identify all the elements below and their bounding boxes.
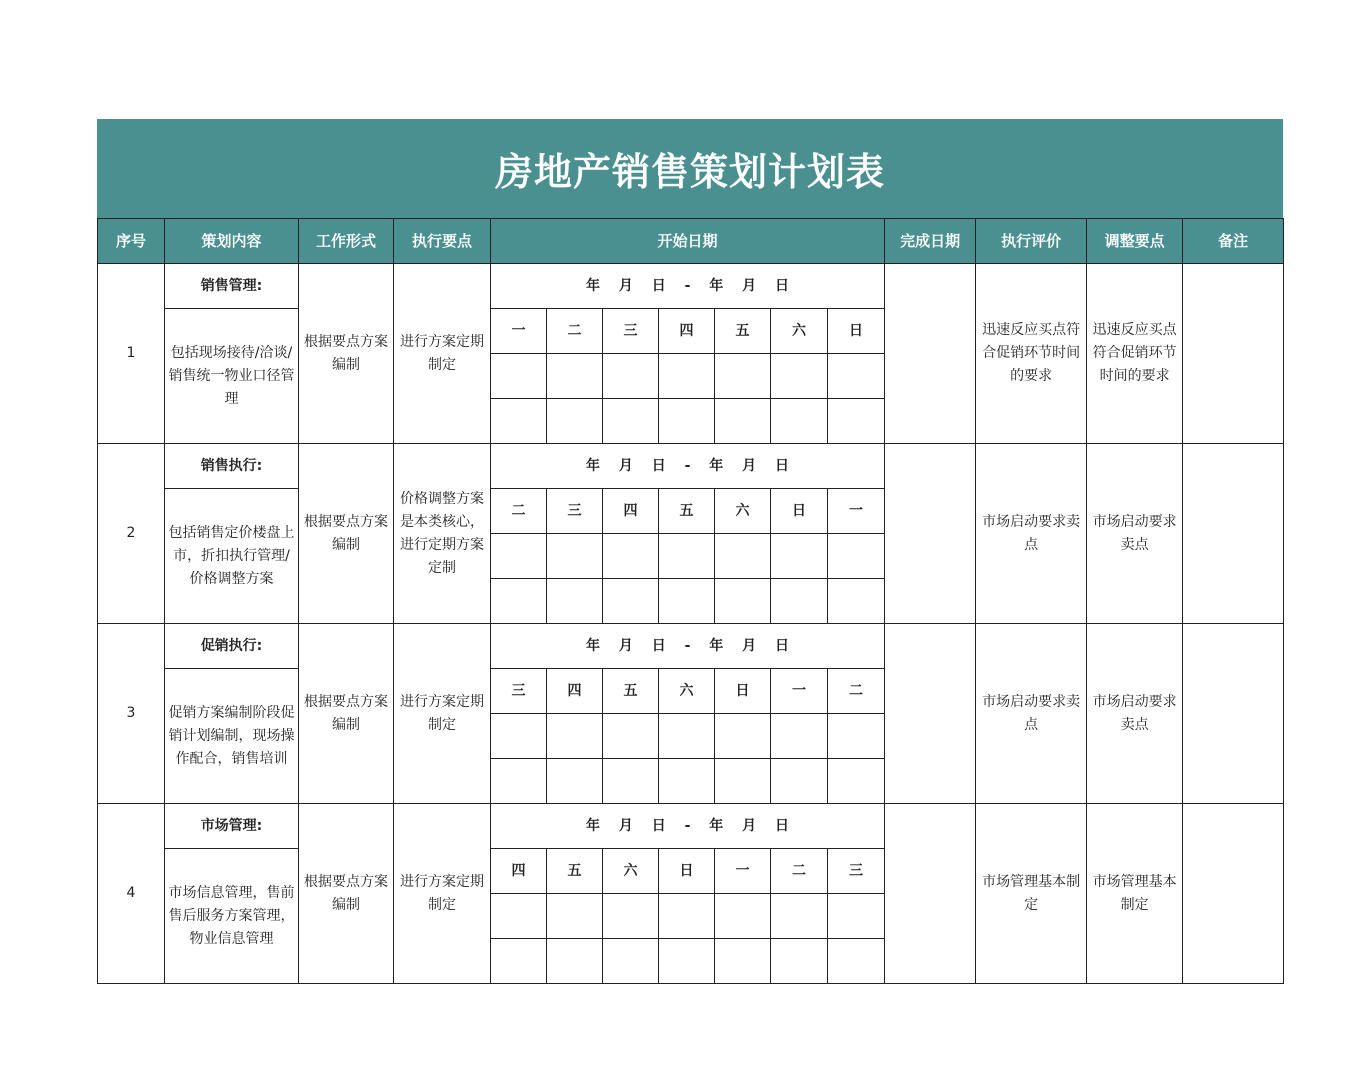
table-row bbox=[98, 804, 1284, 849]
schedule-cell[interactable] bbox=[771, 534, 828, 579]
note[interactable] bbox=[1183, 804, 1284, 984]
schedule-cell[interactable] bbox=[715, 534, 771, 579]
key-points[interactable]: 进行方案定期制定 bbox=[394, 264, 491, 444]
weekday-cell[interactable]: 四 bbox=[603, 489, 659, 534]
header-eval: 执行评价 bbox=[976, 219, 1087, 264]
weekday-cell[interactable]: 五 bbox=[715, 309, 771, 354]
weekday-cell[interactable]: 四 bbox=[491, 849, 547, 894]
schedule-cell[interactable] bbox=[603, 894, 659, 939]
weekday-cell[interactable]: 日 bbox=[828, 309, 885, 354]
schedule-cell[interactable] bbox=[491, 579, 547, 624]
weekday-cell[interactable]: 六 bbox=[771, 309, 828, 354]
weekday-cell[interactable]: 四 bbox=[547, 669, 603, 714]
schedule-cell[interactable] bbox=[771, 579, 828, 624]
schedule-cell[interactable] bbox=[547, 579, 603, 624]
schedule-cell[interactable] bbox=[603, 399, 659, 444]
weekday-cell[interactable]: 一 bbox=[715, 849, 771, 894]
schedule-cell[interactable] bbox=[715, 894, 771, 939]
evaluation[interactable]: 市场启动要求卖点 bbox=[976, 444, 1087, 624]
schedule-cell[interactable] bbox=[491, 759, 547, 804]
date-range[interactable]: 年 月 日 - 年 月 日 bbox=[491, 444, 885, 489]
content-detail[interactable]: 促销方案编制阶段促销计划编制，现场操作配合，销售培训 bbox=[165, 669, 299, 804]
schedule-cell[interactable] bbox=[547, 939, 603, 984]
weekday-cell[interactable]: 日 bbox=[659, 849, 715, 894]
work-form[interactable]: 根据要点方案编制 bbox=[299, 444, 394, 624]
schedule-cell[interactable] bbox=[603, 579, 659, 624]
table-row bbox=[98, 444, 1284, 489]
schedule-cell[interactable] bbox=[828, 939, 885, 984]
weekday-cell[interactable]: 五 bbox=[659, 489, 715, 534]
date-range[interactable]: 年 月 日 - 年 月 日 bbox=[491, 264, 885, 309]
schedule-cell[interactable] bbox=[659, 579, 715, 624]
work-form[interactable]: 根据要点方案编制 bbox=[299, 264, 394, 444]
schedule-cell[interactable] bbox=[828, 534, 885, 579]
plan-sheet bbox=[97, 119, 1283, 984]
weekday-cell[interactable]: 六 bbox=[659, 669, 715, 714]
content-heading[interactable]: 销售管理: bbox=[165, 264, 299, 309]
work-form[interactable]: 根据要点方案编制 bbox=[299, 624, 394, 804]
adjust-points[interactable]: 市场启动要求卖点 bbox=[1087, 444, 1183, 624]
row-number[interactable]: 4 bbox=[98, 804, 165, 984]
header-start-date: 开始日期 bbox=[491, 219, 885, 264]
schedule-cell[interactable] bbox=[715, 939, 771, 984]
schedule-cell[interactable] bbox=[547, 714, 603, 759]
schedule-cell[interactable] bbox=[659, 354, 715, 399]
schedule-cell[interactable] bbox=[771, 894, 828, 939]
weekday-cell[interactable]: 日 bbox=[715, 669, 771, 714]
row-number[interactable]: 3 bbox=[98, 624, 165, 804]
work-form[interactable]: 根据要点方案编制 bbox=[299, 804, 394, 984]
schedule-cell[interactable] bbox=[603, 939, 659, 984]
key-points[interactable]: 价格调整方案是本类核心，进行定期方案定制 bbox=[394, 444, 491, 624]
key-points[interactable]: 进行方案定期制定 bbox=[394, 624, 491, 804]
table-row bbox=[98, 624, 1284, 669]
weekday-cell[interactable]: 日 bbox=[771, 489, 828, 534]
schedule-cell[interactable] bbox=[491, 534, 547, 579]
schedule-cell[interactable] bbox=[715, 579, 771, 624]
sheet-title: 房地产销售策划计划表 bbox=[97, 119, 1283, 218]
schedule-cell[interactable] bbox=[828, 579, 885, 624]
weekday-cell[interactable]: 三 bbox=[828, 849, 885, 894]
finish-date[interactable] bbox=[885, 264, 976, 444]
schedule-cell[interactable] bbox=[659, 939, 715, 984]
schedule-cell[interactable] bbox=[603, 759, 659, 804]
schedule-cell[interactable] bbox=[603, 714, 659, 759]
note[interactable] bbox=[1183, 624, 1284, 804]
weekday-cell[interactable]: 一 bbox=[771, 669, 828, 714]
schedule-cell[interactable] bbox=[491, 399, 547, 444]
schedule-cell[interactable] bbox=[547, 354, 603, 399]
weekday-cell[interactable]: 二 bbox=[491, 489, 547, 534]
content-heading[interactable]: 市场管理: bbox=[165, 804, 299, 849]
date-range[interactable]: 年 月 日 - 年 月 日 bbox=[491, 804, 885, 849]
row-number[interactable]: 2 bbox=[98, 444, 165, 624]
schedule-cell[interactable] bbox=[828, 759, 885, 804]
schedule-cell[interactable] bbox=[715, 354, 771, 399]
key-points[interactable]: 进行方案定期制定 bbox=[394, 804, 491, 984]
evaluation[interactable]: 迅速反应买点符合促销环节时间的要求 bbox=[976, 264, 1087, 444]
weekday-cell[interactable]: 六 bbox=[715, 489, 771, 534]
table-row bbox=[98, 264, 1284, 309]
schedule-cell[interactable] bbox=[659, 714, 715, 759]
schedule-cell[interactable] bbox=[771, 399, 828, 444]
schedule-cell[interactable] bbox=[659, 399, 715, 444]
weekday-cell[interactable]: 一 bbox=[828, 489, 885, 534]
schedule-cell[interactable] bbox=[715, 714, 771, 759]
schedule-cell[interactable] bbox=[603, 354, 659, 399]
content-detail[interactable]: 市场信息管理，售前售后服务方案管理，物业信息管理 bbox=[165, 849, 299, 984]
plan-table bbox=[97, 218, 1284, 984]
schedule-cell[interactable] bbox=[828, 714, 885, 759]
header-no: 序号 bbox=[98, 219, 165, 264]
header-finish-date: 完成日期 bbox=[885, 219, 976, 264]
weekday-cell[interactable]: 四 bbox=[659, 309, 715, 354]
finish-date[interactable] bbox=[885, 624, 976, 804]
schedule-cell[interactable] bbox=[771, 354, 828, 399]
schedule-cell[interactable] bbox=[771, 714, 828, 759]
adjust-points[interactable]: 市场启动要求卖点 bbox=[1087, 624, 1183, 804]
schedule-cell[interactable] bbox=[491, 939, 547, 984]
content-detail[interactable]: 包括现场接待/洽谈/销售统一物业口径管理 bbox=[165, 309, 299, 444]
evaluation[interactable]: 市场启动要求卖点 bbox=[976, 624, 1087, 804]
weekday-cell[interactable]: 三 bbox=[603, 309, 659, 354]
schedule-cell[interactable] bbox=[715, 399, 771, 444]
weekday-cell[interactable]: 六 bbox=[603, 849, 659, 894]
schedule-cell[interactable] bbox=[771, 759, 828, 804]
schedule-cell[interactable] bbox=[828, 894, 885, 939]
schedule-cell[interactable] bbox=[491, 354, 547, 399]
adjust-points[interactable]: 迅速反应买点符合促销环节时间的要求 bbox=[1087, 264, 1183, 444]
schedule-cell[interactable] bbox=[828, 354, 885, 399]
schedule-cell[interactable] bbox=[659, 894, 715, 939]
schedule-cell[interactable] bbox=[659, 534, 715, 579]
date-range[interactable]: 年 月 日 - 年 月 日 bbox=[491, 624, 885, 669]
content-heading[interactable]: 销售执行: bbox=[165, 444, 299, 489]
note[interactable] bbox=[1183, 264, 1284, 444]
header-row bbox=[98, 219, 1284, 264]
schedule-cell[interactable] bbox=[491, 894, 547, 939]
adjust-points[interactable]: 市场管理基本制定 bbox=[1087, 804, 1183, 984]
weekday-cell[interactable]: 二 bbox=[547, 309, 603, 354]
row-number[interactable]: 1 bbox=[98, 264, 165, 444]
weekday-cell[interactable]: 五 bbox=[603, 669, 659, 714]
schedule-cell[interactable] bbox=[659, 759, 715, 804]
weekday-cell[interactable]: 三 bbox=[491, 669, 547, 714]
schedule-cell[interactable] bbox=[547, 759, 603, 804]
content-heading[interactable]: 促销执行: bbox=[165, 624, 299, 669]
schedule-cell[interactable] bbox=[828, 399, 885, 444]
content-detail[interactable]: 包括销售定价楼盘上市，折扣执行管理/价格调整方案 bbox=[165, 489, 299, 624]
evaluation[interactable]: 市场管理基本制定 bbox=[976, 804, 1087, 984]
schedule-cell[interactable] bbox=[547, 894, 603, 939]
schedule-cell[interactable] bbox=[547, 534, 603, 579]
schedule-cell[interactable] bbox=[547, 399, 603, 444]
finish-date[interactable] bbox=[885, 804, 976, 984]
header-content: 策划内容 bbox=[165, 219, 299, 264]
weekday-cell[interactable]: 一 bbox=[491, 309, 547, 354]
weekday-cell[interactable]: 二 bbox=[828, 669, 885, 714]
header-note: 备注 bbox=[1183, 219, 1284, 264]
weekday-cell[interactable]: 二 bbox=[771, 849, 828, 894]
schedule-cell[interactable] bbox=[715, 759, 771, 804]
header-adjust: 调整要点 bbox=[1087, 219, 1183, 264]
note[interactable] bbox=[1183, 444, 1284, 624]
header-form: 工作形式 bbox=[299, 219, 394, 264]
schedule-cell[interactable] bbox=[771, 939, 828, 984]
weekday-cell[interactable]: 五 bbox=[547, 849, 603, 894]
schedule-cell[interactable] bbox=[491, 714, 547, 759]
header-points: 执行要点 bbox=[394, 219, 491, 264]
weekday-cell[interactable]: 三 bbox=[547, 489, 603, 534]
finish-date[interactable] bbox=[885, 444, 976, 624]
schedule-cell[interactable] bbox=[603, 534, 659, 579]
